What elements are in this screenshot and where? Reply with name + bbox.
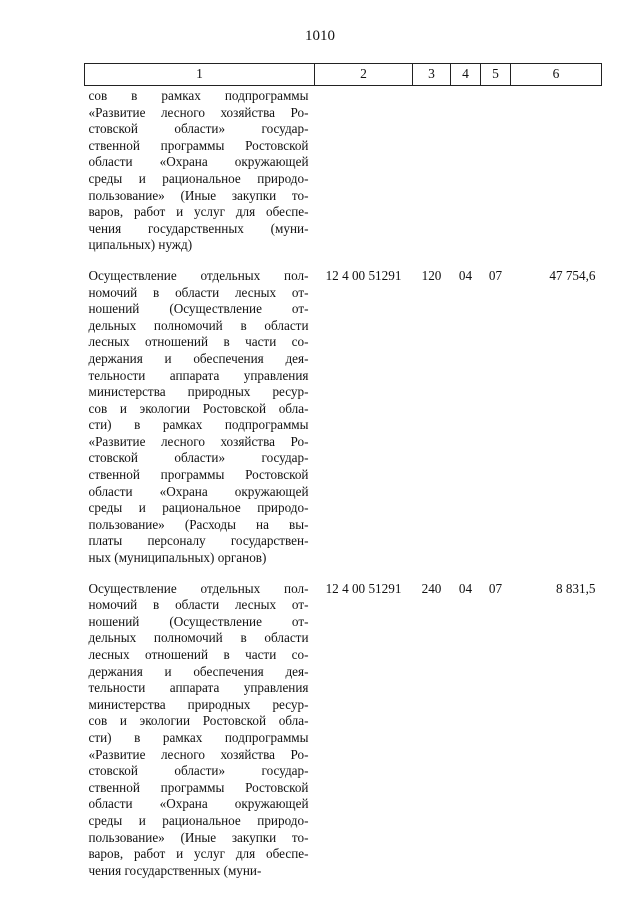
description-line: области «Охрана окружающей (88, 483, 309, 499)
column-header-6: 6 (511, 64, 602, 86)
row-description (85, 254, 315, 567)
description-line: варов, работ и услуг для обеспе- (88, 846, 309, 862)
description-line: варов, работ и услуг для обеспе- (88, 204, 309, 220)
description-line: ственной программы Ростовской (88, 467, 309, 483)
description-line: ственной программы Ростовской (88, 137, 309, 153)
description-line: среды и рациональное природо- (88, 170, 309, 186)
description-line: тельности аппарата управления (88, 680, 309, 696)
description-line: сти) в рамках подпрограммы (88, 417, 309, 433)
description-line: сов и экологии Ростовской обла- (88, 400, 309, 416)
table-header-row (85, 64, 602, 86)
description-line: чения государственных (муни- (88, 220, 309, 236)
description-line: чения государственных (муни- (88, 862, 262, 878)
description-line: стовской области» государ- (88, 450, 309, 466)
page-number: 1010 (305, 28, 335, 44)
description-line: ных (муниципальных) органов) (88, 550, 267, 566)
amount-cell: 8 831,5 (555, 580, 596, 596)
subsection-cell: 07 (488, 580, 503, 596)
description-line: пользование» (Иные закупки то- (88, 829, 309, 845)
column-header-5: 5 (481, 64, 511, 86)
description-line: министерства природных ресур- (88, 384, 309, 400)
column-header-1: 1 (85, 64, 315, 86)
description-line: дельных полномочий в области (88, 317, 309, 333)
description-line: среды и рациональное природо- (88, 500, 309, 516)
description-line: держания и обеспечения дея- (88, 663, 309, 679)
budget-table (84, 63, 602, 879)
description-line: Осуществление отдельных пол- (88, 580, 309, 596)
description-line: министерства природных ресур- (88, 696, 309, 712)
section-cell (451, 86, 481, 254)
description-line: лесных отношений в части со- (88, 334, 309, 350)
description-line: сов и экологии Ростовской обла- (88, 713, 309, 729)
description-line: платы персоналу государствен- (88, 533, 309, 549)
description-line: области «Охрана окружающей (88, 796, 309, 812)
description-line: «Развитие лесного хозяйства Ро- (88, 433, 309, 449)
expense-type-cell (413, 86, 451, 254)
section-cell: 04 (458, 580, 473, 596)
amount-cell: 47 754,6 (549, 267, 596, 283)
description-line: ношений (Осуществление от- (88, 301, 309, 317)
section-cell: 04 (458, 267, 473, 283)
description-line: области «Охрана окружающей (88, 154, 309, 170)
subsection-cell (481, 86, 511, 254)
column-header-4: 4 (451, 64, 481, 86)
description-line: номочий в области лесных от- (88, 597, 309, 613)
target-code-cell (315, 86, 413, 254)
column-header-3: 3 (413, 64, 451, 86)
column-header-2: 2 (315, 64, 413, 86)
row-description (85, 567, 315, 880)
target-code-cell: 12 4 00 51291 (325, 580, 402, 596)
description-line: среды и рациональное природо- (88, 812, 309, 828)
description-line: пользование» (Иные закупки то- (88, 187, 309, 203)
description-line: стовской области» государ- (88, 121, 309, 137)
description-line: номочий в области лесных от- (88, 284, 309, 300)
description-line: сти) в рамках подпрограммы (88, 729, 309, 745)
description-line: ципальных) нужд) (88, 237, 193, 253)
table-body (85, 86, 602, 880)
description-line: ственной программы Ростовской (88, 779, 309, 795)
subsection-cell: 07 (488, 267, 503, 283)
description-line: тельности аппарата управления (88, 367, 309, 383)
description-line: «Развитие лесного хозяйства Ро- (88, 746, 309, 762)
amount-cell (511, 86, 602, 254)
table-row (85, 254, 602, 567)
description-line: Осуществление отдельных пол- (88, 267, 309, 283)
table-row (85, 86, 602, 254)
table-row (85, 567, 602, 880)
description-line: стовской области» государ- (88, 763, 309, 779)
description-line: дельных полномочий в области (88, 630, 309, 646)
description-line: «Развитие лесного хозяйства Ро- (88, 104, 309, 120)
target-code-cell: 12 4 00 51291 (325, 267, 402, 283)
description-line: пользование» (Расходы на вы- (88, 516, 309, 532)
expense-type-cell: 240 (421, 580, 442, 596)
expense-type-cell: 120 (421, 267, 442, 283)
description-line: сов в рамках подпрограммы (88, 88, 309, 103)
description-line: держания и обеспечения дея- (88, 350, 309, 366)
description-line: лесных отношений в части со- (88, 647, 309, 662)
description-line: ношений (Осуществление от- (88, 613, 309, 629)
row-description (85, 86, 315, 254)
